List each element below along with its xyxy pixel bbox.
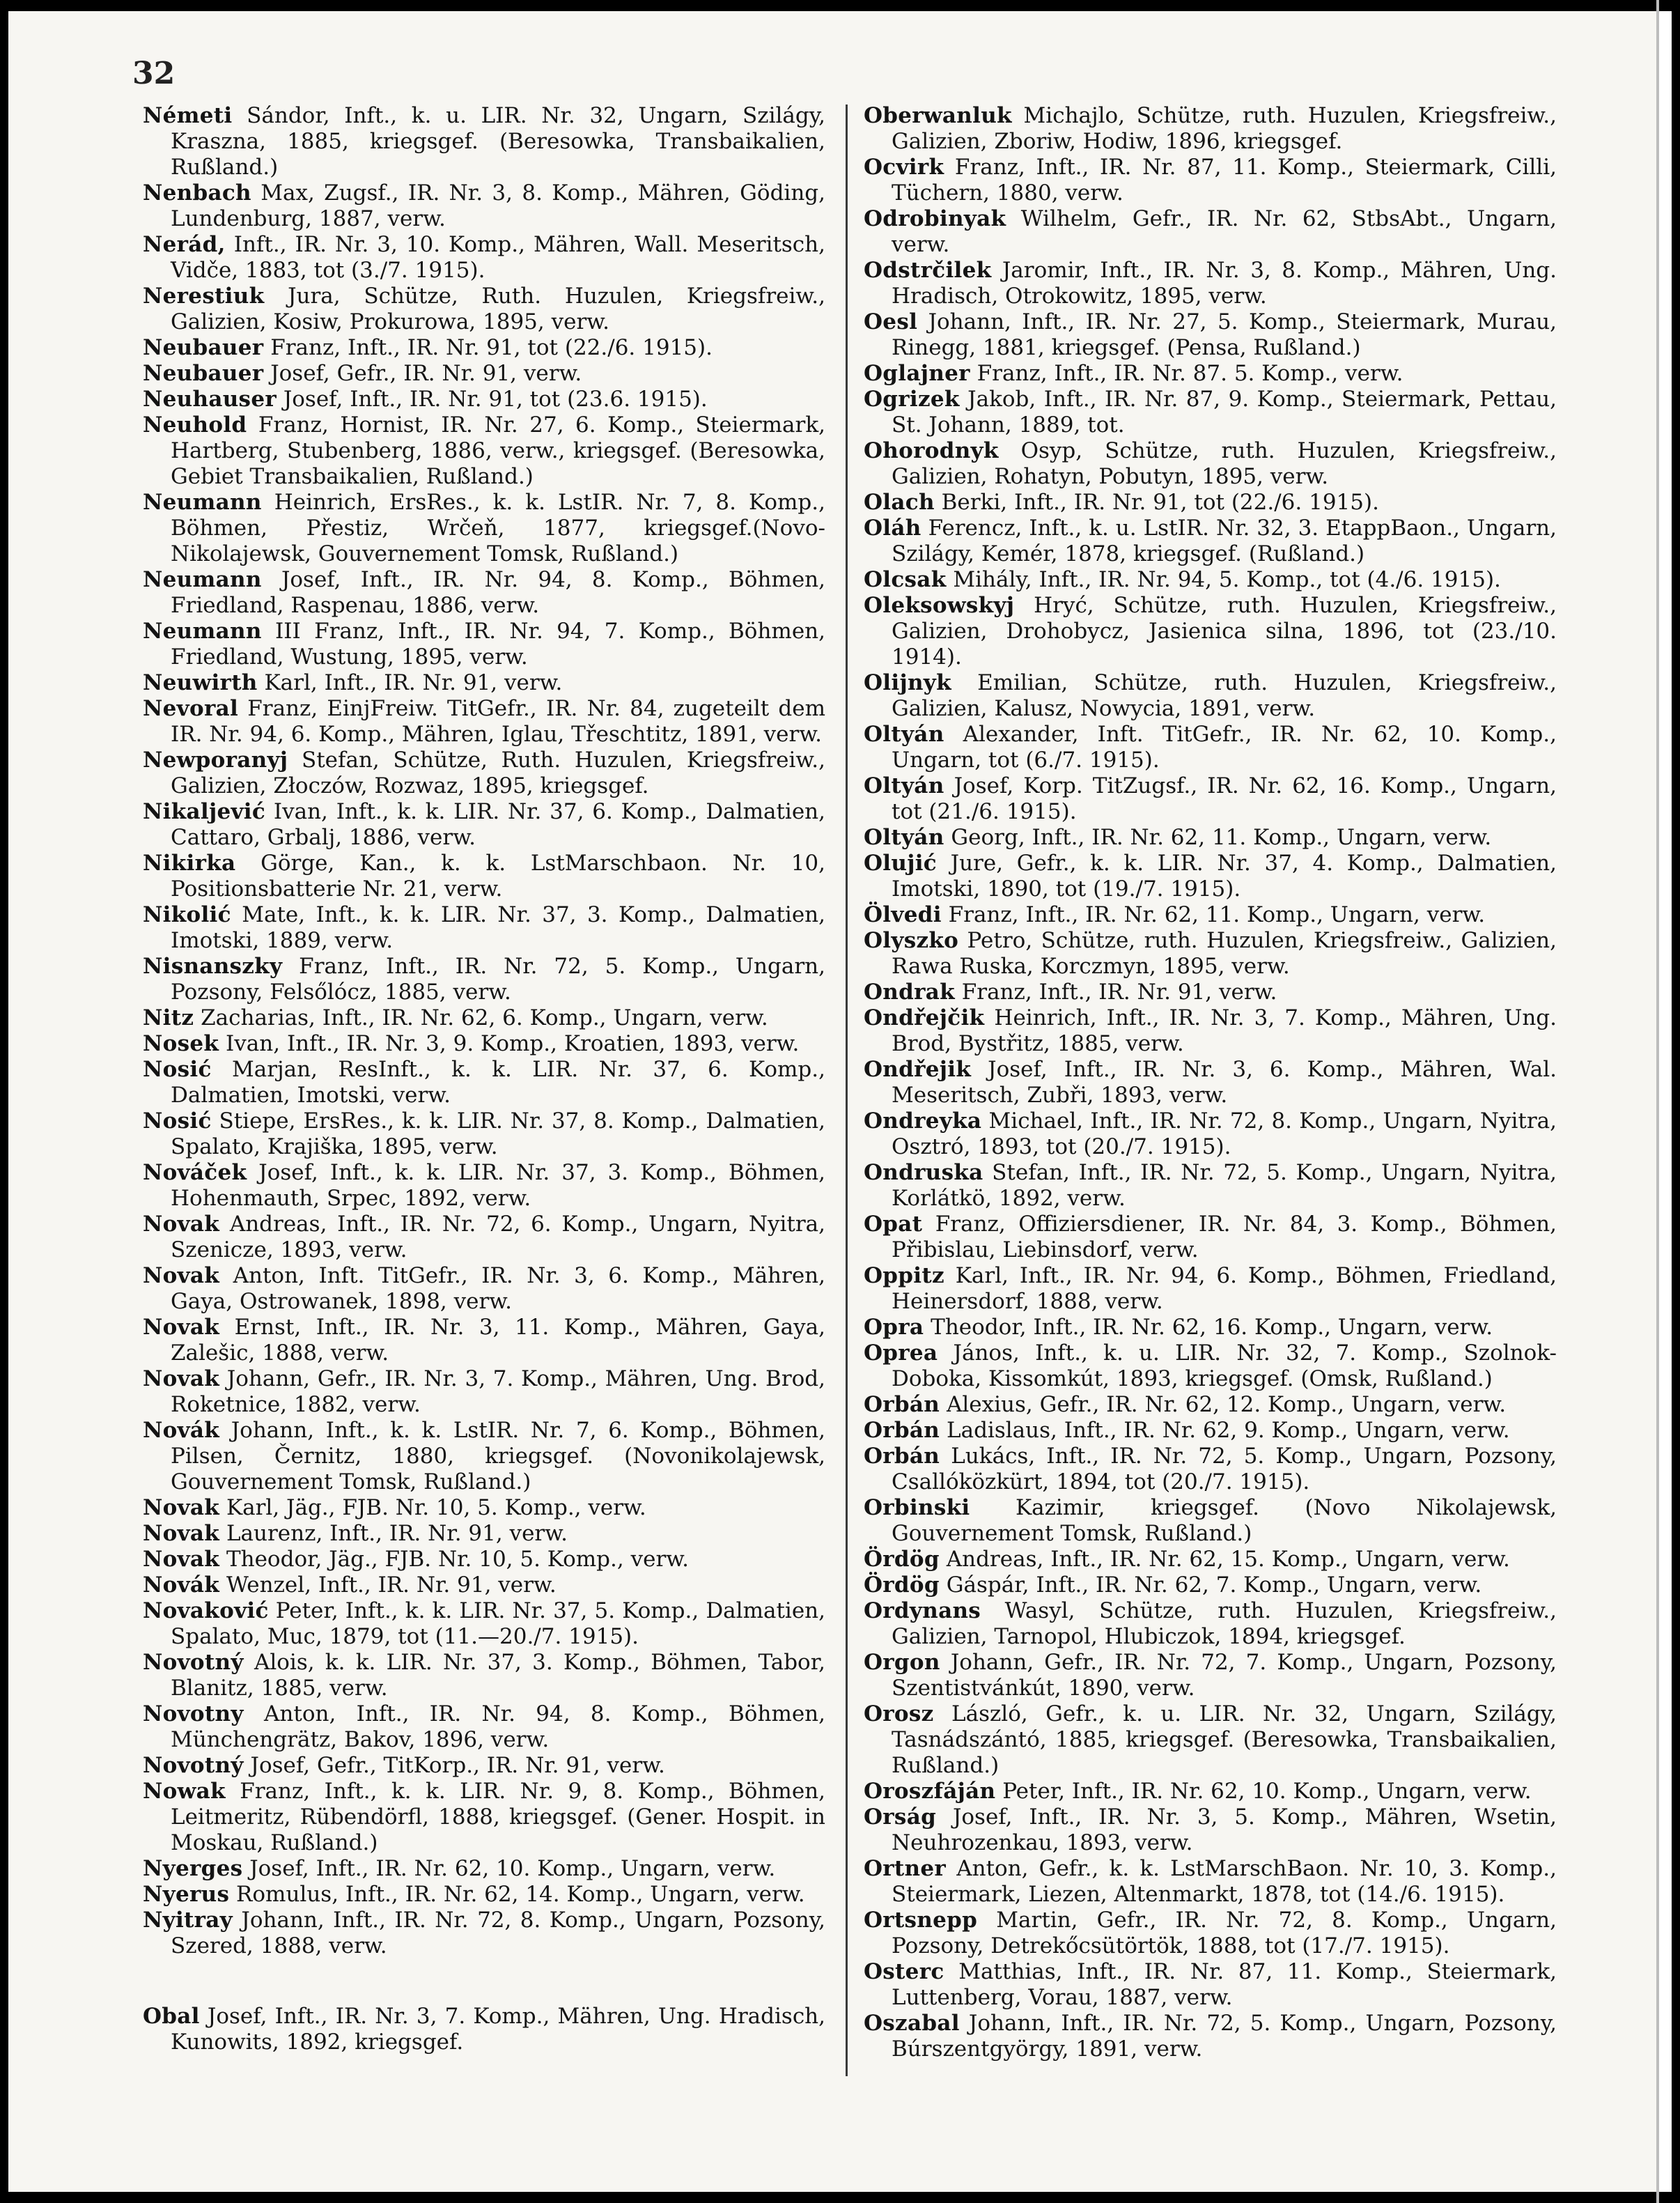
list-entry [143,1366,825,1418]
list-entry [864,670,1557,722]
entry-details: Michajlo, Schütze, ruth. Huzulen, Kriegsfreiw., Galizien, Zboriw, Hodiw, 1896, kriegsgef. [892,103,1557,154]
entry-details: Johann, Gefr., IR. Nr. 72, 7. Komp., Ungarn, Pozsony, Szentistvánkút, 1890, verw. [892,1650,1557,1701]
list-entry [864,155,1557,206]
entry-surname: Novak [143,1521,220,1546]
entry-details: Emilian, Schütze, ruth. Huzulen, Kriegsfreiw., Galizien, Kalusz, Nowycia, 1891, verw. [892,670,1557,721]
entry-surname: Ocvirk [864,155,944,180]
entry-surname: Ogrizek [864,387,960,412]
entry-details: Anton, Inft., IR. Nr. 94, 8. Komp., Böhmen, Münchengrätz, Bakov, 1896, verw. [171,1701,825,1752]
entry-surname: Orbinski [864,1495,970,1520]
entry-details: Franz, Inft., IR. Nr. 87, 11. Komp., Steiermark, Cilli, Tüchern, 1880, verw. [892,155,1557,206]
entry-surname: Oszabal [864,2011,960,2036]
entry-surname: Orosz [864,1701,934,1726]
entry-surname: Ordynans [864,1598,981,1623]
entry-surname: Neuhauser [143,387,277,412]
list-entry [864,309,1557,361]
right-column [864,103,1557,2062]
entry-surname: Neumann [143,490,262,515]
list-entry [143,1057,825,1108]
entry-surname: Orság [864,1804,937,1830]
entry-surname: Ördög [864,1572,940,1598]
entry-details: Josef, Inft., IR. Nr. 3, 7. Komp., Mähren, Ung. Hradisch, Kunowits, 1892, kriegsgef. [171,2004,825,2055]
list-entry [864,1212,1557,1263]
entry-details: Romulus, Inft., IR. Nr. 62, 14. Komp., Ungarn, verw. [229,1882,805,1907]
list-entry [864,1598,1557,1650]
entry-surname: Obal [143,2004,200,2029]
entry-surname: Novaković [143,1598,269,1623]
entry-surname: Olcsak [864,567,947,592]
entry-details: Ernst, Inft., IR. Nr. 3, 11. Komp., Mähren, Gaya, Zalešic, 1888, verw. [171,1315,825,1366]
entry-details: Anton, Gefr., k. k. LstMarschBaon. Nr. 10, 3. Komp., Steiermark, Liezen, Altenmarkt, 1878, tot (14./6. 1915). [892,1856,1557,1907]
entry-surname: Nowak [143,1779,226,1804]
entry-details: Josef, Inft., IR. Nr. 3, 5. Komp., Mähren, Wsetin, Neuhrozenkau, 1893, verw. [892,1804,1557,1855]
entry-details: János, Inft., k. u. LIR. Nr. 32, 7. Komp., Szolnok-Doboka, Kissomkút, 1893, kriegsgef. (Omsk, Rußland.) [892,1340,1557,1391]
entry-surname: Oppitz [864,1263,944,1288]
list-entry [143,799,825,851]
entry-details: Wasyl, Schütze, ruth. Huzulen, Kriegsfreiw., Galizien, Tarnopol, Hlubiczok, 1894, kriegsgef. [892,1598,1557,1649]
entry-details: Josef, Inft., IR. Nr. 94, 8. Komp., Böhmen, Friedland, Raspenau, 1886, verw. [171,567,825,618]
entry-surname: Novak [143,1263,220,1288]
entry-details: Stefan, Schütze, Ruth. Huzulen, Kriegsfreiw., Galizien, Złoczów, Rozwaz, 1895, kriegsgef. [171,748,825,798]
entry-details: Laurenz, Inft., IR. Nr. 91, verw. [219,1521,568,1546]
entry-surname: Nováček [143,1160,247,1185]
list-entry [143,387,825,412]
list-entry [143,1315,825,1366]
page-number: 32 [132,56,176,91]
entry-details: Zacharias, Inft., IR. Nr. 62, 6. Komp., Ungarn, verw. [194,1005,768,1030]
entry-surname: Oláh [864,516,921,541]
entry-surname: Opat [864,1212,923,1237]
list-entry [143,1547,825,1572]
section-gap [143,1959,825,2004]
entry-surname: Ondřejik [864,1057,972,1082]
entry-surname: Olach [864,490,935,515]
entry-details: Peter, Inft., IR. Nr. 62, 10. Komp., Ungarn, verw. [995,1779,1532,1804]
entry-surname: Neuhold [143,412,247,438]
list-entry [143,1418,825,1495]
entry-surname: Oroszfáján [864,1779,996,1804]
entry-details: Josef, Gefr., IR. Nr. 91, verw. [263,361,582,386]
entry-surname: Ondrak [864,980,955,1005]
entry-surname: Orbán [864,1444,940,1469]
entry-surname: Ondreyka [864,1108,982,1134]
list-entry [143,696,825,748]
entry-details: Wilhelm, Gefr., IR. Nr. 62, StbsAbt., Ungarn, verw. [892,206,1557,257]
entry-details: Alexander, Inft. TitGefr., IR. Nr. 62, 10. Komp., Ungarn, tot (6./7. 1915). [892,722,1557,773]
entry-details: Franz, Inft., k. k. LIR. Nr. 9, 8. Komp., Böhmen, Leitmeritz, Rübendörfl, 1888, kriegsgef. (Gener. Hospit. in Moskau, Rußland.) [171,1779,825,1855]
entry-details: Georg, Inft., IR. Nr. 62, 11. Komp., Ungarn, verw. [944,825,1492,850]
list-entry [864,722,1557,773]
list-entry [143,670,825,696]
list-entry [143,335,825,361]
entry-details: Ivan, Inft., k. k. LIR. Nr. 37, 6. Komp., Dalmatien, Cattaro, Grbalj, 1886, verw. [171,799,825,850]
list-entry [143,1495,825,1521]
entry-details: Theodor, Jäg., FJB. Nr. 10, 5. Komp., verw. [219,1547,689,1572]
entry-details: Anton, Inft. TitGefr., IR. Nr. 3, 6. Komp., Mähren, Gaya, Ostrowanek, 1898, verw. [171,1263,825,1314]
list-entry [143,1572,825,1598]
entry-details: Franz, Offiziersdiener, IR. Nr. 84, 3. Komp., Böhmen, Přibislau, Liebinsdorf, verw. [892,1212,1557,1262]
list-entry [143,1650,825,1701]
entry-details: Alois, k. k. LIR. Nr. 37, 3. Komp., Böhmen, Tabor, Blanitz, 1885, verw. [171,1650,825,1701]
list-entry [864,825,1557,851]
list-entry [864,1495,1557,1547]
entry-surname: Ohorodnyk [864,438,999,463]
list-entry [143,232,825,284]
entry-details: Franz, Inft., IR. Nr. 62, 11. Komp., Ungarn, verw. [941,902,1486,927]
entry-details: Karl, Inft., IR. Nr. 94, 6. Komp., Böhmen, Friedland, Heinersdorf, 1888, verw. [892,1263,1557,1314]
entry-surname: Odrobinyak [864,206,1006,231]
list-entry [864,567,1557,593]
list-entry [143,1031,825,1057]
entry-details: Heinrich, ErsRes., k. k. LstIR. Nr. 7, 8. Komp., Böhmen, Přestiz, Wrčeň, 1877, kriegsgef.(Novo-Nikolajewsk, Gouvernement Tomsk, Rußland.) [171,490,825,566]
list-entry [143,748,825,799]
entry-details: Max, Zugsf., IR. Nr. 3, 8. Komp., Mähren, Göding, Lundenburg, 1887, verw. [171,180,825,231]
entry-details: Osyp, Schütze, ruth. Huzulen, Kriegsfreiw., Galizien, Rohatyn, Pobutyn, 1895, verw. [892,438,1557,489]
list-entry [864,1263,1557,1315]
entry-surname: Nosek [143,1031,219,1056]
entry-surname: Németi [143,103,233,128]
entry-details: Peter, Inft., k. k. LIR. Nr. 37, 5. Komp., Dalmatien, Spalato, Muc, 1879, tot (11.—20./7. 1915). [171,1598,825,1649]
left-column [143,103,825,2055]
entry-surname: Oltyán [864,825,944,850]
entry-surname: Nevoral [143,696,239,721]
list-entry [864,1959,1557,2011]
entry-details: Franz, Inft., IR. Nr. 72, 5. Komp., Ungarn, Pozsony, Felsőlócz, 1885, verw. [171,954,825,1005]
entry-details: Heinrich, Inft., IR. Nr. 3, 7. Komp., Mähren, Ung. Brod, Bystřitz, 1885, verw. [892,1005,1557,1056]
entry-details: Andreas, Inft., IR. Nr. 72, 6. Komp., Ungarn, Nyitra, Szenicze, 1893, verw. [171,1212,825,1262]
list-entry [143,103,825,180]
entry-surname: Neumann [143,567,262,592]
entry-details: Josef, Inft., IR. Nr. 91, tot (23.6. 1915). [276,387,708,412]
list-entry [864,1418,1557,1444]
entry-surname: Opra [864,1315,924,1340]
entry-details: Josef, Inft., k. k. LIR. Nr. 37, 3. Komp., Böhmen, Hohenmauth, Srpec, 1892, verw. [171,1160,825,1211]
list-entry [864,103,1557,155]
list-entry [143,1908,825,1959]
entry-details: Johann, Inft., IR. Nr. 72, 8. Komp., Ungarn, Pozsony, Szered, 1888, verw. [171,1908,825,1958]
entry-surname: Nerestiuk [143,284,265,309]
list-entry [864,361,1557,387]
entry-surname: Nyerges [143,1856,243,1881]
entry-surname: Nikolić [143,902,231,927]
list-entry [864,593,1557,670]
entry-surname: Nosić [143,1057,212,1082]
page-edge [1656,0,1659,2203]
entry-surname: Olyszko [864,928,959,953]
entry-details: Lukács, Inft., IR. Nr. 72, 5. Komp., Ungarn, Pozsony, Csallóközkürt, 1894, tot (20./7. 1915). [892,1444,1557,1494]
list-entry [143,1521,825,1547]
entry-surname: Newporanyj [143,748,288,773]
entry-surname: Novak [143,1547,220,1572]
entry-surname: Novak [143,1366,220,1391]
entry-surname: Ondřejčik [864,1005,985,1030]
entry-surname: Olujić [864,851,937,876]
entry-surname: Ortsnepp [864,1908,978,1933]
entry-details: Mihály, Inft., IR. Nr. 94, 5. Komp., tot (4./6. 1915). [946,567,1501,592]
entry-details: Berki, Inft., IR. Nr. 91, tot (22./6. 1915). [934,490,1379,515]
entry-surname: Orgon [864,1650,940,1675]
entry-details: Ladislaus, Inft., IR. Nr. 62, 9. Komp., Ungarn, verw. [940,1418,1510,1443]
entry-details: Matthias, Inft., IR. Nr. 87, 11. Komp., Steiermark, Luttenberg, Vorau, 1887, verw. [892,1959,1557,2010]
entry-details: Karl, Inft., IR. Nr. 91, verw. [257,670,563,695]
entry-details: Petro, Schütze, ruth. Huzulen, Kriegsfreiw., Galizien, Rawa Ruska, Korczmyn, 1895, verw. [892,928,1557,979]
entry-surname: Nenbach [143,180,251,206]
list-entry [143,1753,825,1779]
entry-details: Inft., IR. Nr. 3, 10. Komp., Mähren, Wall. Meseritsch, Vidče, 1883, tot (3./7. 1915). [171,232,825,283]
entry-surname: Novotny [143,1701,244,1726]
list-entry [864,1856,1557,1908]
list-entry [864,1057,1557,1108]
entry-details: Karl, Jäg., FJB. Nr. 10, 5. Komp., verw. [219,1495,646,1520]
list-entry [143,2004,825,2055]
list-entry [143,1212,825,1263]
entry-surname: Nerád, [143,232,226,257]
list-entry [864,1340,1557,1392]
entry-surname: Novak [143,1315,220,1340]
entry-surname: Olijnyk [864,670,951,695]
list-entry [864,980,1557,1005]
entry-surname: Neubauer [143,335,264,360]
entry-details: Jakob, Inft., IR. Nr. 87, 9. Komp., Steiermark, Pettau, St. Johann, 1889, tot. [892,387,1557,438]
entry-surname: Neumann [143,619,262,644]
entry-details: Stefan, Inft., IR. Nr. 72, 5. Komp., Ungarn, Nyitra, Korlátkö, 1892, verw. [892,1160,1557,1211]
entry-details: Josef, Gefr., TitKorp., IR. Nr. 91, verw. [243,1753,665,1778]
list-entry [143,412,825,490]
entry-surname: Novak [143,1495,220,1520]
entry-details: Franz, Inft., IR. Nr. 91, tot (22./6. 1915). [263,335,713,360]
entry-surname: Novotný [143,1753,244,1778]
entry-surname: Nitz [143,1005,194,1030]
entry-surname: Odstrčilek [864,258,992,283]
list-entry [143,954,825,1005]
list-entry [143,1160,825,1212]
list-entry [864,1572,1557,1598]
entry-details: Stiepe, ErsRes., k. k. LIR. Nr. 37, 8. Komp., Dalmatien, Spalato, Krajiška, 1895, verw. [171,1108,825,1159]
entry-details: Jura, Schütze, Ruth. Huzulen, Kriegsfreiw., Galizien, Kosiw, Prokurowa, 1895, verw. [171,284,825,334]
list-entry [864,1547,1557,1572]
entry-details: Ivan, Inft., IR. Nr. 3, 9. Komp., Kroatien, 1893, verw. [219,1031,800,1056]
entry-surname: Oesl [864,309,918,334]
entry-details: Gáspár, Inft., IR. Nr. 62, 7. Komp., Ungarn, verw. [939,1572,1482,1598]
list-entry [864,438,1557,490]
entry-surname: Nosić [143,1108,212,1134]
entry-surname: Oltyán [864,722,944,747]
entry-surname: Ördög [864,1547,940,1572]
entry-details: Theodor, Inft., IR. Nr. 62, 16. Komp., Ungarn, verw. [924,1315,1493,1340]
entry-details: Johann, Gefr., IR. Nr. 3, 7. Komp., Mähren, Ung. Brod, Roketnice, 1882, verw. [171,1366,825,1417]
list-entry [864,1005,1557,1057]
list-entry [143,1779,825,1856]
entry-surname: Novák [143,1418,220,1443]
entry-details: Hryć, Schütze, ruth. Huzulen, Kriegsfreiw., Galizien, Drohobycz, Jasienica silna, 1896, tot (23./10. 1914). [892,593,1557,670]
list-entry [864,1908,1557,1959]
entry-details: Franz, Inft., IR. Nr. 87. 5. Komp., verw. [970,361,1403,386]
entry-details: III Franz, Inft., IR. Nr. 94, 7. Komp., Böhmen, Friedland, Wustung, 1895, verw. [171,619,825,670]
list-entry [864,387,1557,438]
list-entry [143,1882,825,1908]
list-entry [143,619,825,670]
column-divider [846,105,848,2076]
entry-surname: Ortner [864,1856,947,1881]
list-entry [864,1315,1557,1340]
list-entry [864,928,1557,980]
entry-details: Martin, Gefr., IR. Nr. 72, 8. Komp., Ungarn, Pozsony, Detrekőcsütörtök, 1888, tot (17./7. 1915). [892,1908,1557,1958]
list-entry [864,773,1557,825]
entry-surname: Oberwanluk [864,103,1012,128]
list-entry [143,1701,825,1753]
list-entry [864,902,1557,928]
list-entry [864,851,1557,902]
entry-details: Franz, Inft., IR. Nr. 91, verw. [954,980,1277,1005]
list-entry [864,1160,1557,1212]
list-entry [864,2011,1557,2062]
entry-details: Franz, Hornist, IR. Nr. 27, 6. Komp., Steiermark, Hartberg, Stubenberg, 1886, verw., kriegsgef. (Beresowka, Gebiet Transbaikalien, Rußland.) [171,412,825,489]
entry-surname: Oglajner [864,361,970,386]
list-entry [143,1005,825,1031]
entry-surname: Nisnanszky [143,954,283,979]
entry-surname: Nyitray [143,1908,233,1933]
entry-details: Josef, Korp. TitZugsf., IR. Nr. 62, 16. Komp., Ungarn, tot (21./6. 1915). [892,773,1557,824]
list-entry [864,206,1557,258]
list-entry [864,258,1557,309]
entry-surname: Novak [143,1212,220,1237]
entry-details: Michael, Inft., IR. Nr. 72, 8. Komp., Ungarn, Nyitra, Osztró, 1893, tot (20./7. 1915). [892,1108,1557,1159]
entry-surname: Oprea [864,1340,938,1366]
entry-details: Görge, Kan., k. k. LstMarschbaon. Nr. 10, Positionsbatterie Nr. 21, verw. [171,851,825,902]
entry-details: Wenzel, Inft., IR. Nr. 91, verw. [219,1572,557,1598]
list-entry [864,1650,1557,1701]
list-entry [864,490,1557,516]
entry-details: Kazimir, kriegsgef. (Novo Nikolajewsk, Gouvernement Tomsk, Rußland.) [892,1495,1557,1546]
entry-details: László, Gefr., k. u. LIR. Nr. 32, Ungarn, Szilágy, Tasnádszántó, 1885, kriegsgef. (Beresowka, Transbaikalien, Rußland.) [892,1701,1557,1778]
entry-surname: Neuwirth [143,670,258,695]
list-entry [143,1856,825,1882]
entry-details: Johann, Inft., k. k. LstIR. Nr. 7, 6. Komp., Böhmen, Pilsen, Černitz, 1880, kriegsgef. (Novonikolajewsk, Gouvernement Tomsk, Rußland.) [171,1418,825,1494]
entry-surname: Neubauer [143,361,264,386]
entry-details: Alexius, Gefr., IR. Nr. 62, 12. Komp., Ungarn, verw. [940,1392,1507,1417]
entry-surname: Oltyán [864,773,944,798]
entry-details: Johann, Inft., IR. Nr. 72, 5. Komp., Ungarn, Pozsony, Búrszentgyörgy, 1891, verw. [892,2011,1557,2062]
entry-surname: Nikaljević [143,799,266,824]
entry-details: Sándor, Inft., k. u. LIR. Nr. 32, Ungarn, Szilágy, Kraszna, 1885, kriegsgef. (Beresowka, Transbaikalien, Rußland.) [171,103,825,180]
entry-surname: Ölvedi [864,902,942,927]
entry-surname: Nyerus [143,1882,230,1907]
entry-details: Marjan, ResInft., k. k. LIR. Nr. 37, 6. Komp., Dalmatien, Imotski, verw. [171,1057,825,1108]
list-entry [864,516,1557,567]
list-entry [864,1444,1557,1495]
entry-details: Jure, Gefr., k. k. LIR. Nr. 37, 4. Komp., Dalmatien, Imotski, 1890, tot (19./7. 1915). [892,851,1557,902]
entry-details: Ferencz, Inft., k. u. LstIR. Nr. 32, 3. EtappBaon., Ungarn, Szilágy, Kemér, 1878, kriegsgef. (Rußland.) [892,516,1557,566]
list-entry [143,1108,825,1160]
list-entry [143,567,825,619]
list-entry [143,902,825,954]
list-entry [143,490,825,567]
list-entry [143,284,825,335]
list-entry [143,1263,825,1315]
entry-details: Johann, Inft., IR. Nr. 27, 5. Komp., Steiermark, Murau, Rinegg, 1881, kriegsgef. (Pensa, Rußland.) [892,309,1557,360]
entry-details: Jaromir, Inft., IR. Nr. 3, 8. Komp., Mähren, Ung. Hradisch, Otrokowitz, 1895, verw. [892,258,1557,309]
entry-surname: Oleksowskyj [864,593,1015,618]
entry-surname: Novák [143,1572,220,1598]
list-entry [143,180,825,232]
list-entry [864,1779,1557,1804]
entry-details: Josef, Inft., IR. Nr. 3, 6. Komp., Mähren, Wal. Meseritsch, Zubři, 1893, verw. [892,1057,1557,1108]
entry-surname: Osterc [864,1959,944,1984]
entry-details: Josef, Inft., IR. Nr. 62, 10. Komp., Ungarn, verw. [242,1856,776,1881]
entry-surname: Nikirka [143,851,236,876]
list-entry [143,1598,825,1650]
entry-details: Mate, Inft., k. k. LIR. Nr. 37, 3. Komp., Dalmatien, Imotski, 1889, verw. [171,902,825,953]
entry-surname: Orbán [864,1392,940,1417]
list-entry [864,1804,1557,1856]
entry-surname: Orbán [864,1418,940,1443]
list-entry [143,851,825,902]
entry-surname: Ondruska [864,1160,983,1185]
list-entry [864,1108,1557,1160]
list-entry [143,361,825,387]
list-entry [864,1392,1557,1418]
list-entry [864,1701,1557,1779]
entry-details: Franz, EinjFreiw. TitGefr., IR. Nr. 84, zugeteilt dem IR. Nr. 94, 6. Komp., Mähren, Iglau, Třeschtitz, 1891, verw. [171,696,825,747]
entry-surname: Novotný [143,1650,244,1675]
entry-details: Andreas, Inft., IR. Nr. 62, 15. Komp., Ungarn, verw. [939,1547,1510,1572]
